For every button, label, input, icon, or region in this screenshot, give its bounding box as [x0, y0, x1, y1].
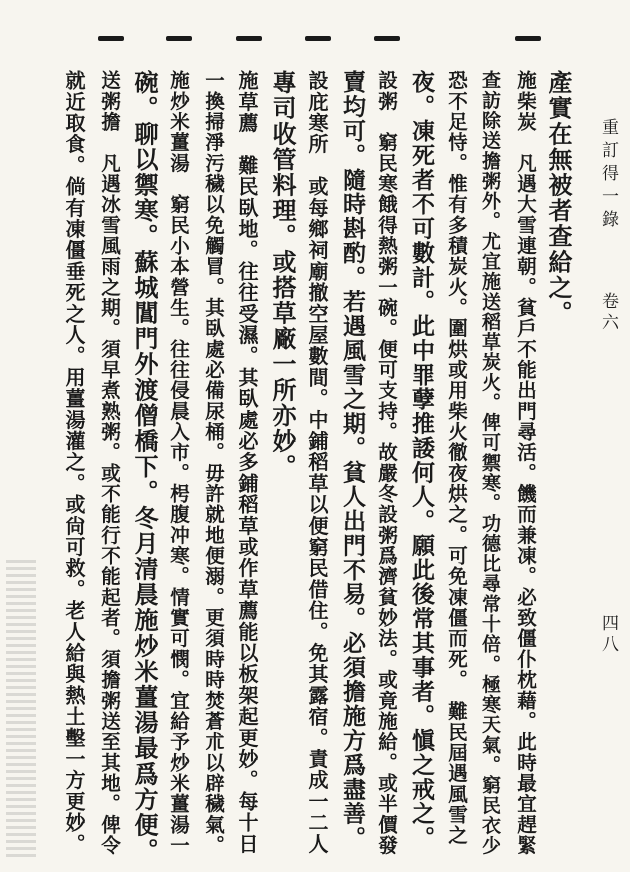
text-column-11: 一換掃淨污穢以免觸冒。其臥處必備尿桶。毋許就地便溺。更須時時焚蒼朮以辟穢氣。 [202, 70, 225, 856]
text-column-15: 就近取食。倘有凍僵垂死之人。用薑湯灌之。或尙可救。老人給與熱土墼一方更妙。 [62, 70, 86, 855]
scan-edge-noise [6, 560, 36, 860]
text-column-4: 恐不足恃。惟有多積炭火。圍烘或用柴火徹夜烘之。可免凍僵而死。 難民屆遇風雪之 [445, 70, 468, 846]
top-mark-4 [305, 36, 331, 41]
top-mark-2 [166, 36, 192, 41]
top-mark-5 [374, 36, 400, 41]
text-column-12: 施炒米薑湯 窮民小本營生。往往侵晨入市。枵腹冲寒。情實可憫。宜給予炒米薑湯一 [167, 70, 190, 856]
text-column-9: 專司收管料理。或搭草廠一所亦妙。 [268, 70, 297, 480]
text-column-5: 夜。凍死者不可數計。此中罪孽推諉何人。願此後常其事者。愼之戒之。 [408, 70, 435, 851]
text-column-1: 產實在無被者查給之。 [544, 70, 573, 326]
top-mark-3 [236, 36, 262, 41]
text-column-8: 設庇寒所 或每鄉祠廟撤空屋數間。中鋪稻草以便窮民借住。免其露宿。責成一二人 [305, 70, 329, 855]
text-column-6: 設粥 窮民寒餓得熱粥一碗。便可支持。故嚴冬設粥爲濟貧妙法。或竟施給。或半價發 [375, 70, 398, 856]
text-column-10: 施草薦 難民臥地。往往受濕。其臥處必多鋪稻草或作草薦能以板架起更妙。每十日 [235, 70, 259, 855]
text-column-14: 送粥擔 凡遇冰雪風雨之期。須早煮熟粥。或不能行不能起者。須擔粥送至其地。俾令 [98, 70, 121, 856]
text-column-2: 施柴炭 凡遇大雪連朝。貧戶不能出門尋活。饑而兼凍。必致僵仆枕藉。此時最宜趕緊 [514, 70, 537, 856]
text-column-13: 碗。聊以禦寒。蘇城閶門外渡僧橋下。冬月清晨施炒米薑湯最爲方便。 [130, 70, 159, 864]
text-column-7: 賣均可。隨時斟酌。若遇風雪之期。貧人出門不易。必須擔施方爲盡善。 [339, 70, 366, 851]
page-number: 四八 [598, 614, 618, 656]
top-mark-1 [98, 36, 124, 41]
running-title: 重訂得一錄 [598, 118, 618, 233]
volume-label: 卷六 [598, 292, 618, 334]
top-mark-6 [515, 36, 541, 41]
text-column-3: 查訪除送擔粥外。尤宜施送稻草炭火。俾可禦寒。功德比尋常十倍。極寒天氣。窮民衣少 [479, 70, 501, 856]
